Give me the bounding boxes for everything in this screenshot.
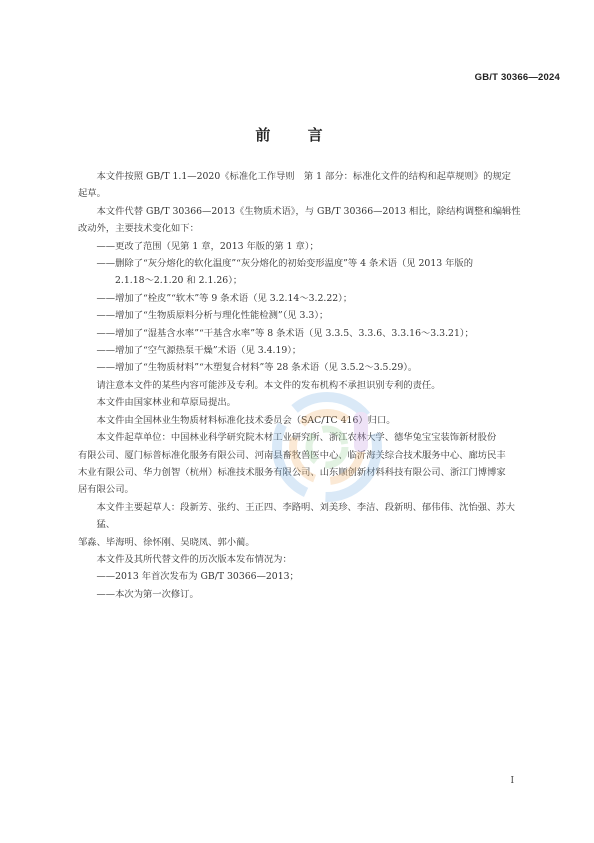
paragraph xyxy=(78,429,526,499)
list-item xyxy=(78,307,526,324)
text-line: ——增加了“空气源热泵干燥”术语（见 3.4.19）； xyxy=(96,345,302,357)
text-line: ——增加了“栓皮”“软木”等 9 条术语（见 3.2.14～3.2.22）； xyxy=(96,292,353,304)
list-item xyxy=(78,586,526,603)
text-line: 本文件主要起草人：段新芳、张约、王正四、李路明、刘美珍、李洁、段新明、郁伟伟、沈怡强、苏大猛、 xyxy=(96,501,515,531)
text-line: 本文件按照 GB/T 1.1—2020《标准化工作导则 第 1 部分：标准化文件的结构和起草规则》的规定 xyxy=(96,171,511,182)
text-line: 居有限公司。 xyxy=(78,484,134,496)
paragraph xyxy=(78,203,526,238)
text-line: 邹淼、毕海明、徐怀刚、吴晓凤、郭小蔺。 xyxy=(78,536,255,548)
paragraph xyxy=(78,412,526,429)
text-line: 木业有限公司、华力创智（杭州）标准技术服务有限公司、山东顺创新材料科技有限公司、浙江门博博家 xyxy=(78,466,506,478)
page-number: I xyxy=(510,776,514,786)
text-line: ——更改了范围（见第 1 章，2013 年版的第 1 章）； xyxy=(96,240,319,252)
text-line: 请注意本文件的某些内容可能涉及专利。本文件的发布机构不承担识别专利的责任。 xyxy=(96,379,441,391)
text-line: ——增加了“生物质材料”“木塑复合材料”等 28 条术语（见 3.5.2～3.5.29）。 xyxy=(96,362,418,374)
text-line: 本文件由国家林业和草原局提出。 xyxy=(96,397,236,409)
text-line: ——增加了“湿基含水率”“干基含水率”等 8 条术语（见 3.3.5、3.3.6、3.3.16～3.3.21）； xyxy=(96,327,474,339)
paragraph xyxy=(78,394,526,411)
text-line: 2.1.18～2.1.20 和 2.1.26）； xyxy=(115,275,243,287)
text-line: ——删除了“灰分熔化的软化温度”“灰分熔化的初始变形温度”等 4 条术语（见 2013 年版的 xyxy=(96,258,474,270)
list-item xyxy=(78,342,526,359)
text-line: ——增加了“生物质原料分析与理化性能检测”（见 3.3）； xyxy=(96,310,329,322)
text-line: 本文件由全国林业生物质材料标准化技术委员会（SAC/TC 416）归口。 xyxy=(96,414,396,426)
text-line: ——本次为第一次修订。 xyxy=(96,588,199,600)
text-line: ——2013 年首次发布为 GB/T 30366—2013； xyxy=(96,571,299,583)
paragraph xyxy=(78,551,526,568)
paragraph xyxy=(78,499,526,551)
list-item xyxy=(78,255,526,290)
paragraph xyxy=(78,377,526,394)
list-item xyxy=(78,359,526,376)
paragraph xyxy=(78,168,526,203)
text-line: 本文件及其所代替文件的历次版本发布情况为： xyxy=(96,553,292,565)
list-item xyxy=(78,325,526,342)
text-line: 本文件起草单位：中国林业科学研究院木材工业研究所、浙江农林大学、德华兔宝宝装饰新材股份 xyxy=(96,432,497,444)
list-item xyxy=(78,290,526,307)
text-line: 有限公司、厦门标普标准化服务有限公司、河南县畜牧兽医中心、临沂海关综合技术服务中心、廊坊民丰 xyxy=(78,449,506,461)
text-line: 本文件代替 GB/T 30366—2013《生物质术语》，与 GB/T 30366—2013 相比，除结构调整和编辑性 xyxy=(96,205,521,217)
list-item xyxy=(78,238,526,255)
foreword-body xyxy=(78,168,526,603)
page-title: 前 言 xyxy=(255,126,339,144)
text-line: 起草。 xyxy=(78,188,106,200)
text-line: 改动外，主要技术变化如下： xyxy=(78,223,199,235)
list-item xyxy=(78,568,526,585)
standard-code: GB/T 30366—2024 xyxy=(474,72,560,83)
